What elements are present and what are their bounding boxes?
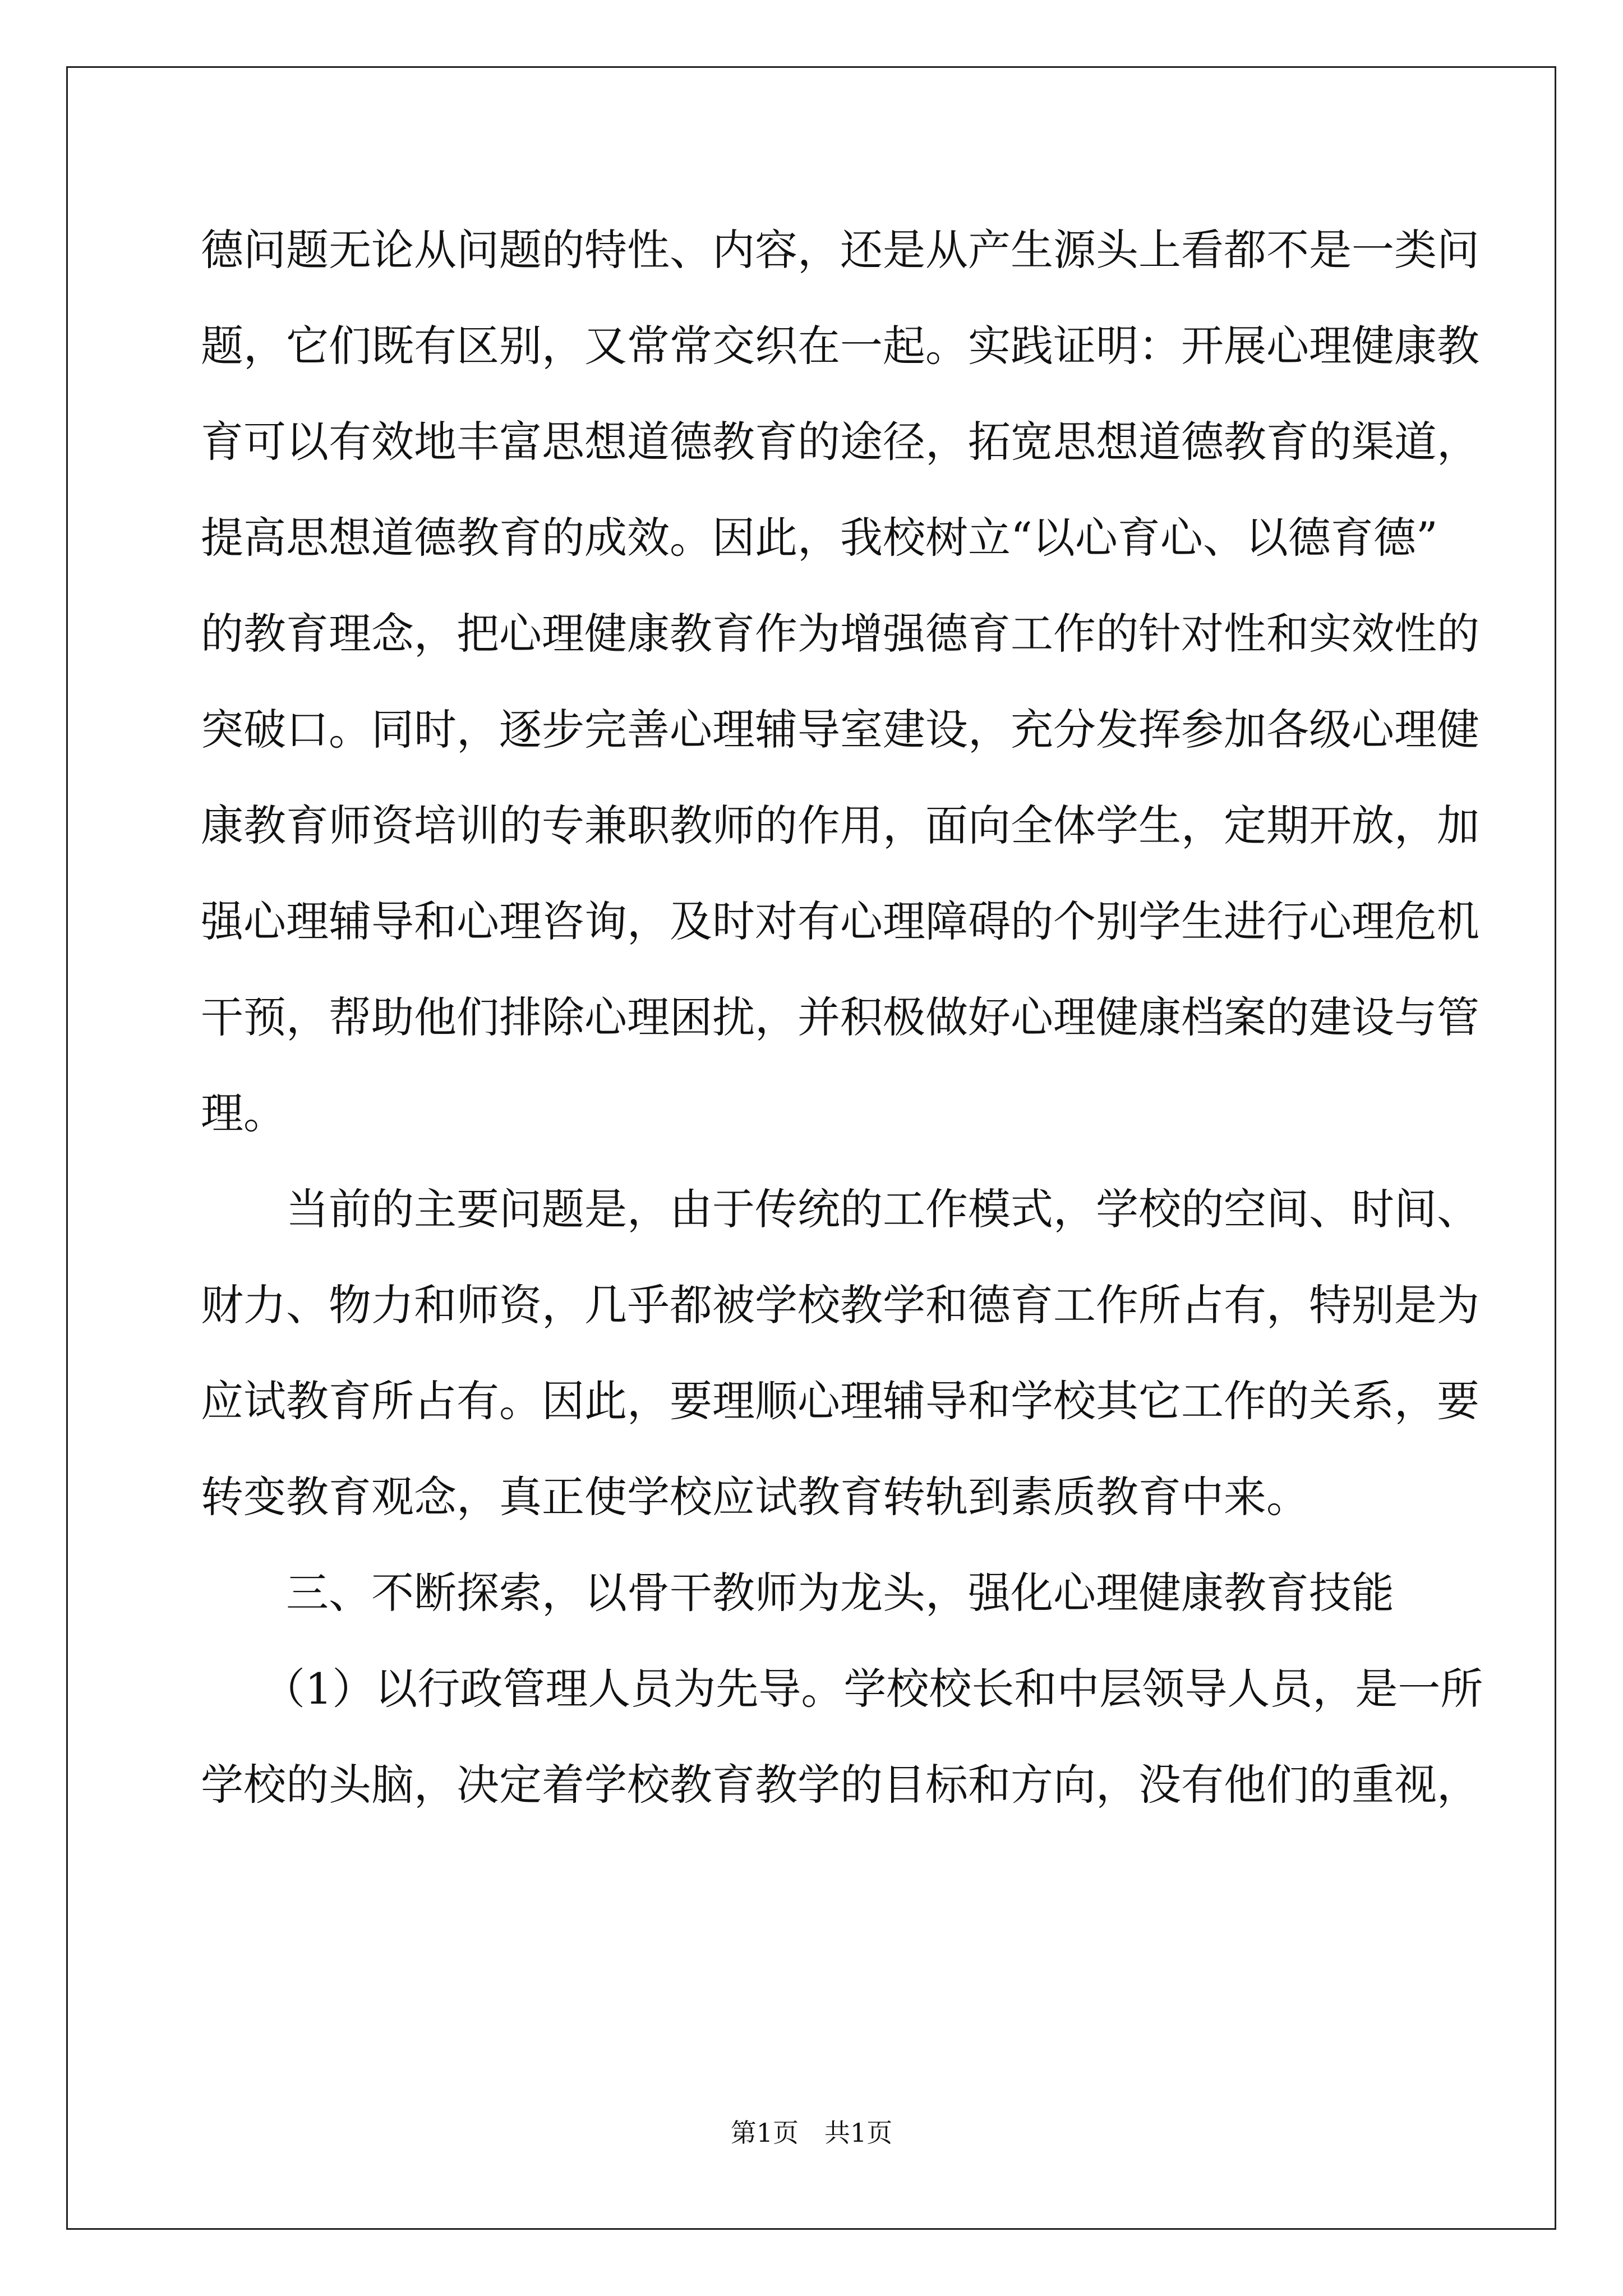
text-line: 题，它们既有区别，又常常交织在一起。实践证明：开展心理健康教: [201, 321, 1479, 371]
text-line: 强心理辅导和心理咨询，及时对有心理障碍的个别学生进行心理危机: [201, 896, 1479, 946]
text-line: 转变教育观念，真正使学校应试教育转轨到素质教育中来。: [201, 1472, 1309, 1522]
text-line: 学校的头脑，决定着学校教育教学的目标和方向，没有他们的重视，: [201, 1760, 1479, 1810]
text-line: 育可以有效地丰富思想道德教育的途径，拓宽思想道德教育的渠道，: [201, 417, 1479, 467]
text-line: 理。: [201, 1088, 286, 1138]
text-line: 突破口。同时，逐步完善心理辅导室建设，充分发挥参加各级心理健: [201, 705, 1479, 754]
paragraph-first-line: （1）以行政管理人员为先导。学校校长和中层领导人员，是一所: [262, 1664, 1483, 1714]
page-footer: [0, 2116, 1623, 2150]
text-line: 财力、物力和师资，几乎都被学校教学和德育工作所占有，特别是为: [201, 1280, 1479, 1330]
page-total: 共1页: [824, 2118, 893, 2148]
text-line: 应试教育所占有。因此，要理顺心理辅导和学校其它工作的关系，要: [201, 1376, 1479, 1426]
text-line: 德问题无论从问题的特性、内容，还是从产生源头上看都不是一类问: [201, 225, 1479, 275]
paragraph-first-line: 当前的主要问题是，由于传统的工作模式，学校的空间、时间、: [286, 1184, 1479, 1234]
text-line: 提高思想道德教育的成效。因此，我校树立“以心育心、以德育德”: [201, 513, 1438, 563]
text-line: 干预，帮助他们排除心理困扰，并积极做好心理健康档案的建设与管: [201, 992, 1479, 1042]
text-line: 的教育理念，把心理健康教育作为增强德育工作的针对性和实效性的: [201, 609, 1479, 659]
page-number: 第1页: [730, 2118, 799, 2148]
text-line: 康教育师资培训的专兼职教师的作用，面向全体学生，定期开放，加: [201, 800, 1479, 850]
section-heading: 三、不断探索，以骨干教师为龙头，强化心理健康教育技能: [286, 1568, 1394, 1618]
document-body: [201, 202, 1483, 1833]
